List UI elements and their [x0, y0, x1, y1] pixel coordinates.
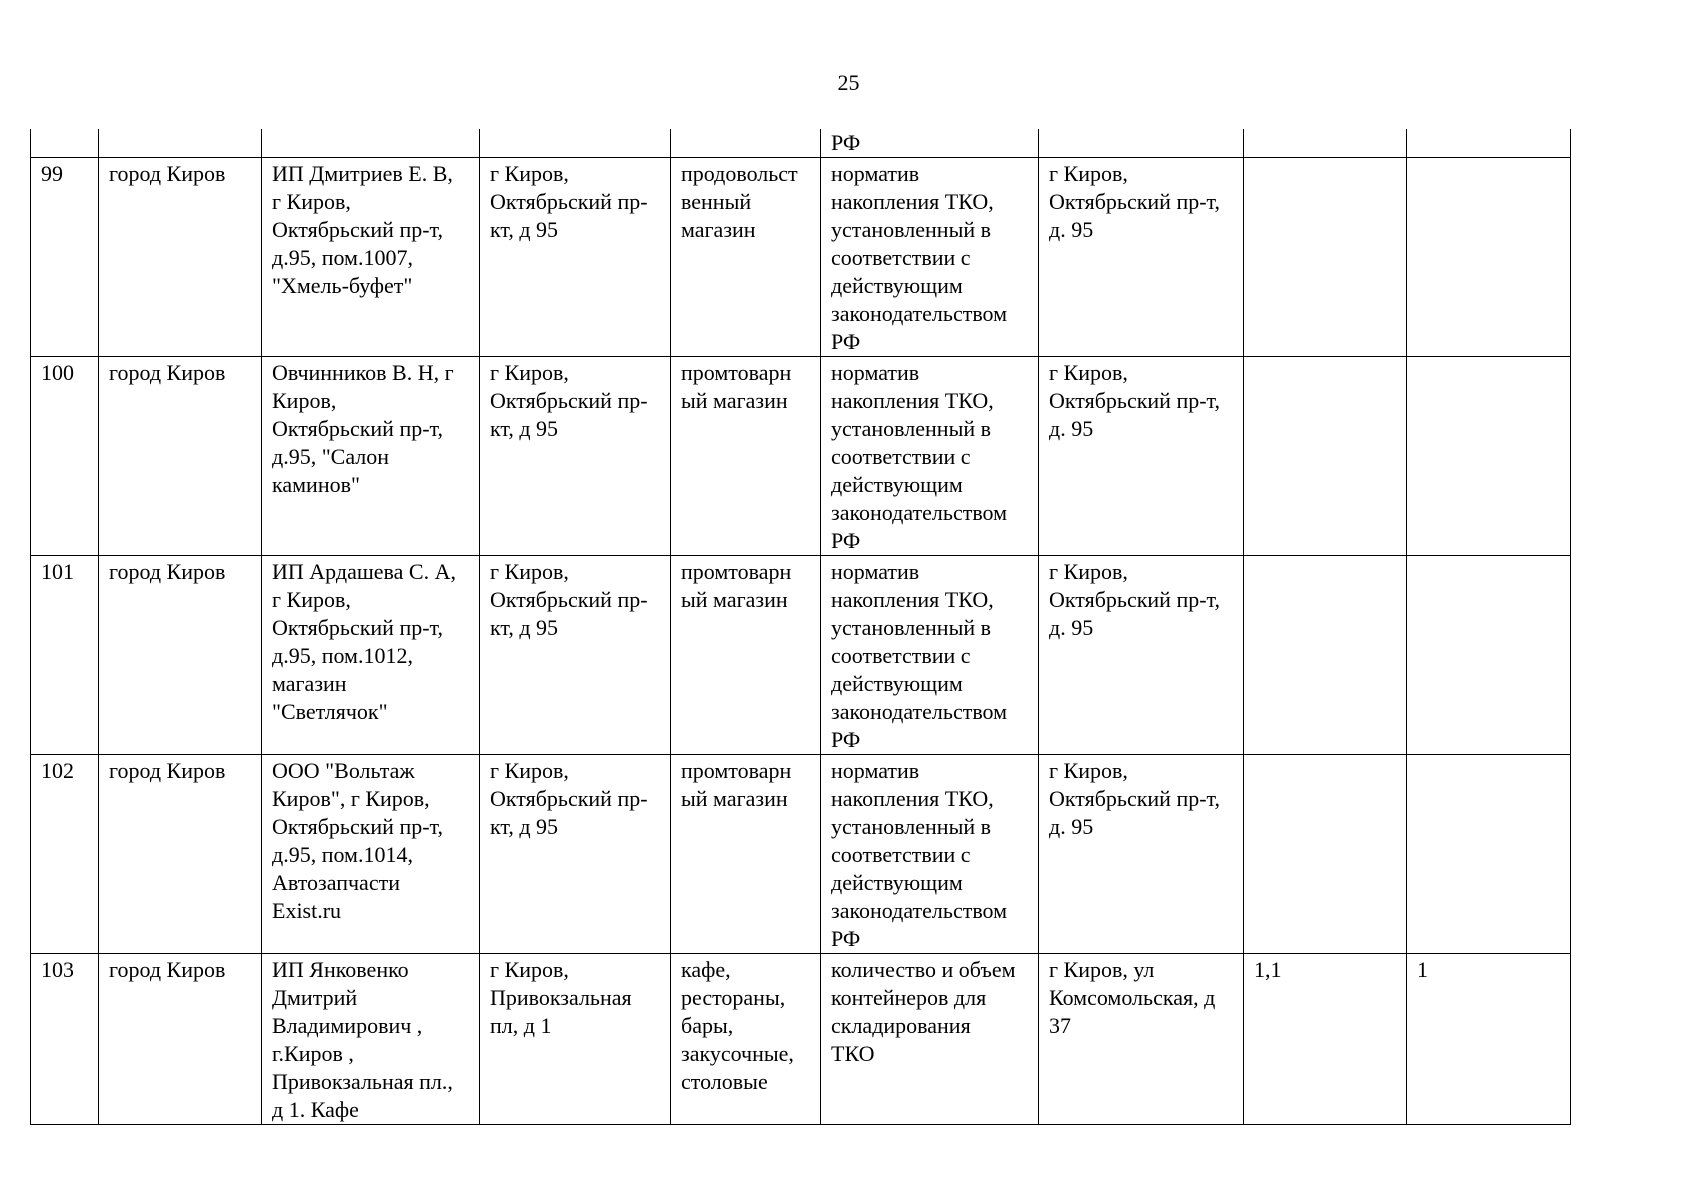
table-row — [31, 755, 1571, 954]
cell-number: 102 — [31, 755, 99, 954]
cell-basis: норматив накопления ТКО, установленный в соответствии с действующим законодательством РФ — [821, 357, 1039, 556]
cell-basis: норматив накопления ТКО, установленный в соответствии с действующим законодательством РФ — [821, 556, 1039, 755]
cell-basis: количество и объем контейнеров для складирования ТКО — [821, 954, 1039, 1125]
table-row — [31, 158, 1571, 357]
cell-col8 — [1244, 129, 1407, 158]
cell-locality: город Киров — [99, 556, 262, 755]
table-row — [31, 357, 1571, 556]
cell-basis: норматив накопления ТКО, установленный в соответствии с действующим законодательством РФ — [821, 158, 1039, 357]
cell-col8 — [1244, 755, 1407, 954]
table-row — [31, 556, 1571, 755]
cell-site: г Киров, ул Комсомольская, д 37 — [1039, 954, 1244, 1125]
cell-basis: РФ — [821, 129, 1039, 158]
page-number: 25 — [837, 70, 860, 95]
cell-basis: норматив накопления ТКО, установленный в соответствии с действующим законодательством РФ — [821, 755, 1039, 954]
cell-address — [480, 129, 671, 158]
cell-address: г Киров, Октябрьский пр- кт, д 95 — [480, 755, 671, 954]
waste-sites-table — [30, 129, 1571, 1125]
cell-number: 99 — [31, 158, 99, 357]
cell-owner: ИП Дмитриев Е. В, г Киров, Октябрьский пр-т, д.95, пом.1007, "Хмель-буфет" — [262, 158, 480, 357]
cell-category: кафе, рестораны, бары, закусочные, столовые — [671, 954, 821, 1125]
cell-col8 — [1244, 357, 1407, 556]
cell-owner: Овчинников В. Н, г Киров, Октябрьский пр-т, д.95, "Салон каминов" — [262, 357, 480, 556]
cell-address: г Киров, Октябрьский пр- кт, д 95 — [480, 556, 671, 755]
cell-locality: город Киров — [99, 158, 262, 357]
cell-col9 — [1407, 357, 1571, 556]
cell-locality — [99, 129, 262, 158]
cell-category: промтоварн ый магазин — [671, 556, 821, 755]
cell-site: г Киров, Октябрьский пр-т, д. 95 — [1039, 357, 1244, 556]
cell-col8: 1,1 — [1244, 954, 1407, 1125]
cell-number: 100 — [31, 357, 99, 556]
cell-col8 — [1244, 158, 1407, 357]
cell-category: промтоварн ый магазин — [671, 357, 821, 556]
cell-site: г Киров, Октябрьский пр-т, д. 95 — [1039, 556, 1244, 755]
cell-number — [31, 129, 99, 158]
cell-site: г Киров, Октябрьский пр-т, д. 95 — [1039, 158, 1244, 357]
cell-number: 101 — [31, 556, 99, 755]
cell-col9: 1 — [1407, 954, 1571, 1125]
cell-category: промтоварн ый магазин — [671, 755, 821, 954]
cell-site — [1039, 129, 1244, 158]
cell-category: продовольст венный магазин — [671, 158, 821, 357]
cell-site: г Киров, Октябрьский пр-т, д. 95 — [1039, 755, 1244, 954]
table-row — [31, 954, 1571, 1125]
continuation-row — [31, 129, 1571, 158]
cell-owner: ООО "Вольтаж Киров", г Киров, Октябрьский пр-т, д.95, пом.1014, Автозапчасти Exist.ru — [262, 755, 480, 954]
cell-category — [671, 129, 821, 158]
cell-col8 — [1244, 556, 1407, 755]
cell-locality: город Киров — [99, 954, 262, 1125]
cell-col9 — [1407, 129, 1571, 158]
cell-owner: ИП Ардашева С. А, г Киров, Октябрьский пр-т, д.95, пом.1012, магазин "Светлячок" — [262, 556, 480, 755]
cell-col9 — [1407, 158, 1571, 357]
cell-number: 103 — [31, 954, 99, 1125]
cell-col9 — [1407, 755, 1571, 954]
cell-address: г Киров, Октябрьский пр- кт, д 95 — [480, 158, 671, 357]
cell-address: г Киров, Октябрьский пр- кт, д 95 — [480, 357, 671, 556]
cell-owner — [262, 129, 480, 158]
cell-locality: город Киров — [99, 755, 262, 954]
cell-owner: ИП Янковенко Дмитрий Владимирович , г.Киров , Привокзальная пл., д 1. Кафе — [262, 954, 480, 1125]
cell-address: г Киров, Привокзальная пл, д 1 — [480, 954, 671, 1125]
cell-col9 — [1407, 556, 1571, 755]
cell-locality: город Киров — [99, 357, 262, 556]
